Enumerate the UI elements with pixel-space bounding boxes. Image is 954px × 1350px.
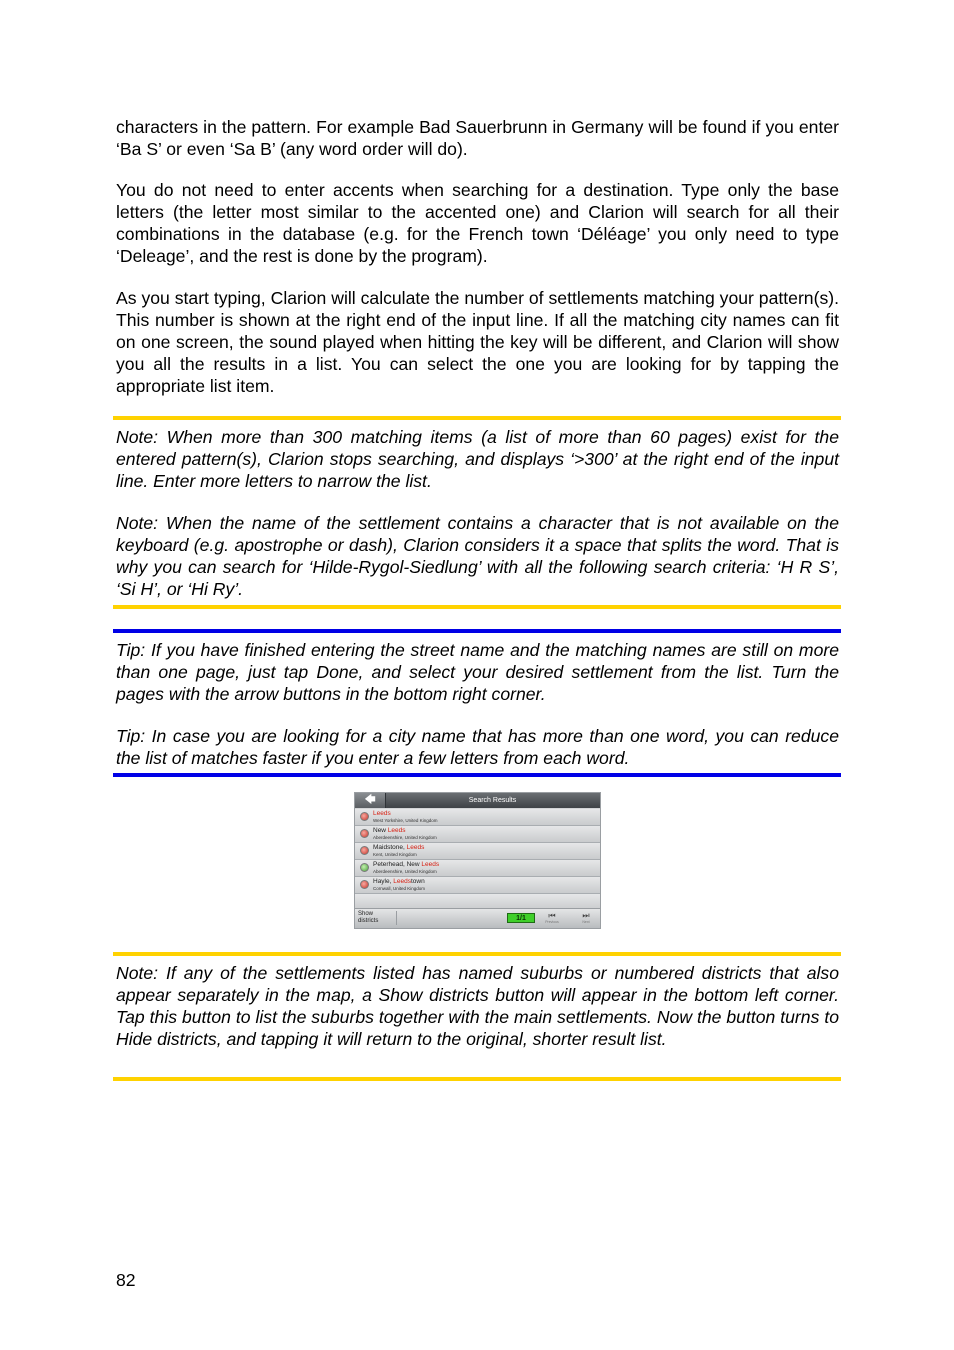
list-item[interactable]	[355, 843, 600, 860]
previous-page-button[interactable]	[543, 911, 561, 925]
next-label: Next	[582, 920, 590, 924]
result-name: Hayle, Leedstown	[373, 878, 425, 885]
result-name: Maidstone, Leeds	[373, 844, 425, 851]
tip-done: Tip: If you have finished entering the street name and the matching names are still on more than one page, just tap Done, and select your desired settlement from the list. Turn the pages with the arrow buttons in the bottom right corner.	[116, 640, 839, 704]
note-special-characters: Note: When the name of the settlement contains a character that is not available on the keyboard (e.g. apostrophe or dash), Clarion considers it a space that splits the word. That is why you can search for ‘Hilde-Rygol-Siedlung’ with all the following search criteria: ‘H R S’, ‘Si H’, or ‘Hi Ry’.	[116, 513, 839, 599]
tip-multiword: Tip: In case you are looking for a city name that has more than one word, you can reduce the list of matches faster if you enter a few letters from each word.	[116, 726, 839, 768]
tip-rule-bottom	[113, 773, 841, 777]
result-region: Aberdeenshire, United Kingdom	[373, 869, 437, 874]
result-region: Cornwall, United Kingdom	[373, 886, 426, 891]
show-districts-button[interactable]: Show districts	[358, 911, 397, 925]
result-region: Kent, United Kingdom	[373, 852, 417, 857]
page-number: 82	[116, 1270, 136, 1290]
result-region: Aberdeenshire, United Kingdom	[373, 835, 437, 840]
city-marker-icon	[360, 829, 369, 838]
list-item[interactable]	[355, 860, 600, 877]
city-marker-icon	[360, 880, 369, 889]
next-arrow-icon: ⏭	[582, 911, 590, 920]
result-name: New Leeds	[373, 827, 406, 834]
search-results-screenshot	[354, 792, 601, 929]
result-region: West Yorkshire, United Kingdom	[373, 818, 438, 823]
note-rule-bottom	[113, 605, 841, 609]
previous-arrow-icon: ⏮	[548, 911, 556, 920]
note2-rule-bottom	[113, 1077, 841, 1081]
list-item[interactable]	[355, 877, 600, 894]
city-marker-icon	[360, 812, 369, 821]
screen-footer	[355, 908, 600, 928]
result-name: Leeds	[373, 810, 391, 817]
paragraph-pattern-order: characters in the pattern. For example Bad Sauerbrunn in Germany will be found if you enter ‘Ba S’ or even ‘Sa B’ (any word order will do).	[116, 117, 839, 159]
suburb-marker-icon	[360, 863, 369, 872]
tip-rule-top	[113, 629, 841, 633]
screen-title: Search Results	[468, 797, 517, 804]
screen-header	[355, 793, 600, 808]
back-arrow-icon: 🡄	[364, 794, 376, 806]
next-page-button[interactable]	[577, 911, 595, 925]
back-button[interactable]	[355, 793, 386, 808]
page-indicator: 1/1	[507, 913, 535, 923]
note-rule-top	[113, 416, 841, 420]
note2-rule-top	[113, 952, 841, 956]
paragraph-accents: You do not need to enter accents when searching for a destination. Type only the base letters (the letter most similar to the accented one) and Clarion will search for all their combinations in the database (e.g. for the French town ‘Déléage’ you only need to type ‘Deleage’, and the rest is done by the program).	[116, 180, 839, 266]
list-item[interactable]	[355, 809, 600, 826]
list-item[interactable]	[355, 826, 600, 843]
note-300-items: Note: When more than 300 matching items (a list of more than 60 pages) exist for the entered pattern(s), Clarion stops searching, and displays ‘>300’ at the right end of the input line. Enter more letters to narrow the list.	[116, 427, 839, 491]
note-show-districts: Note: If any of the settlements listed has named suburbs or numbered districts that also appear separately in the map, a Show districts button will appear in the bottom left corner. Tap this button to list the suburbs together with the main settlements. Now the button turns to Hide districts, and tapping it will return to the original, shorter result list.	[116, 963, 839, 1049]
result-name: Peterhead, New Leeds	[373, 861, 440, 868]
paragraph-typing: As you start typing, Clarion will calculate the number of settlements matching your pattern(s). This number is shown at the right end of the input line. If all the matching city names can fit on one screen, the sound played when hitting the key will be different, and Clarion will show you all the results in a list. You can select the one you are looking for by tapping the appropriate list item.	[116, 288, 839, 396]
city-marker-icon	[360, 846, 369, 855]
previous-label: Previous	[545, 920, 559, 924]
results-list	[355, 809, 600, 911]
